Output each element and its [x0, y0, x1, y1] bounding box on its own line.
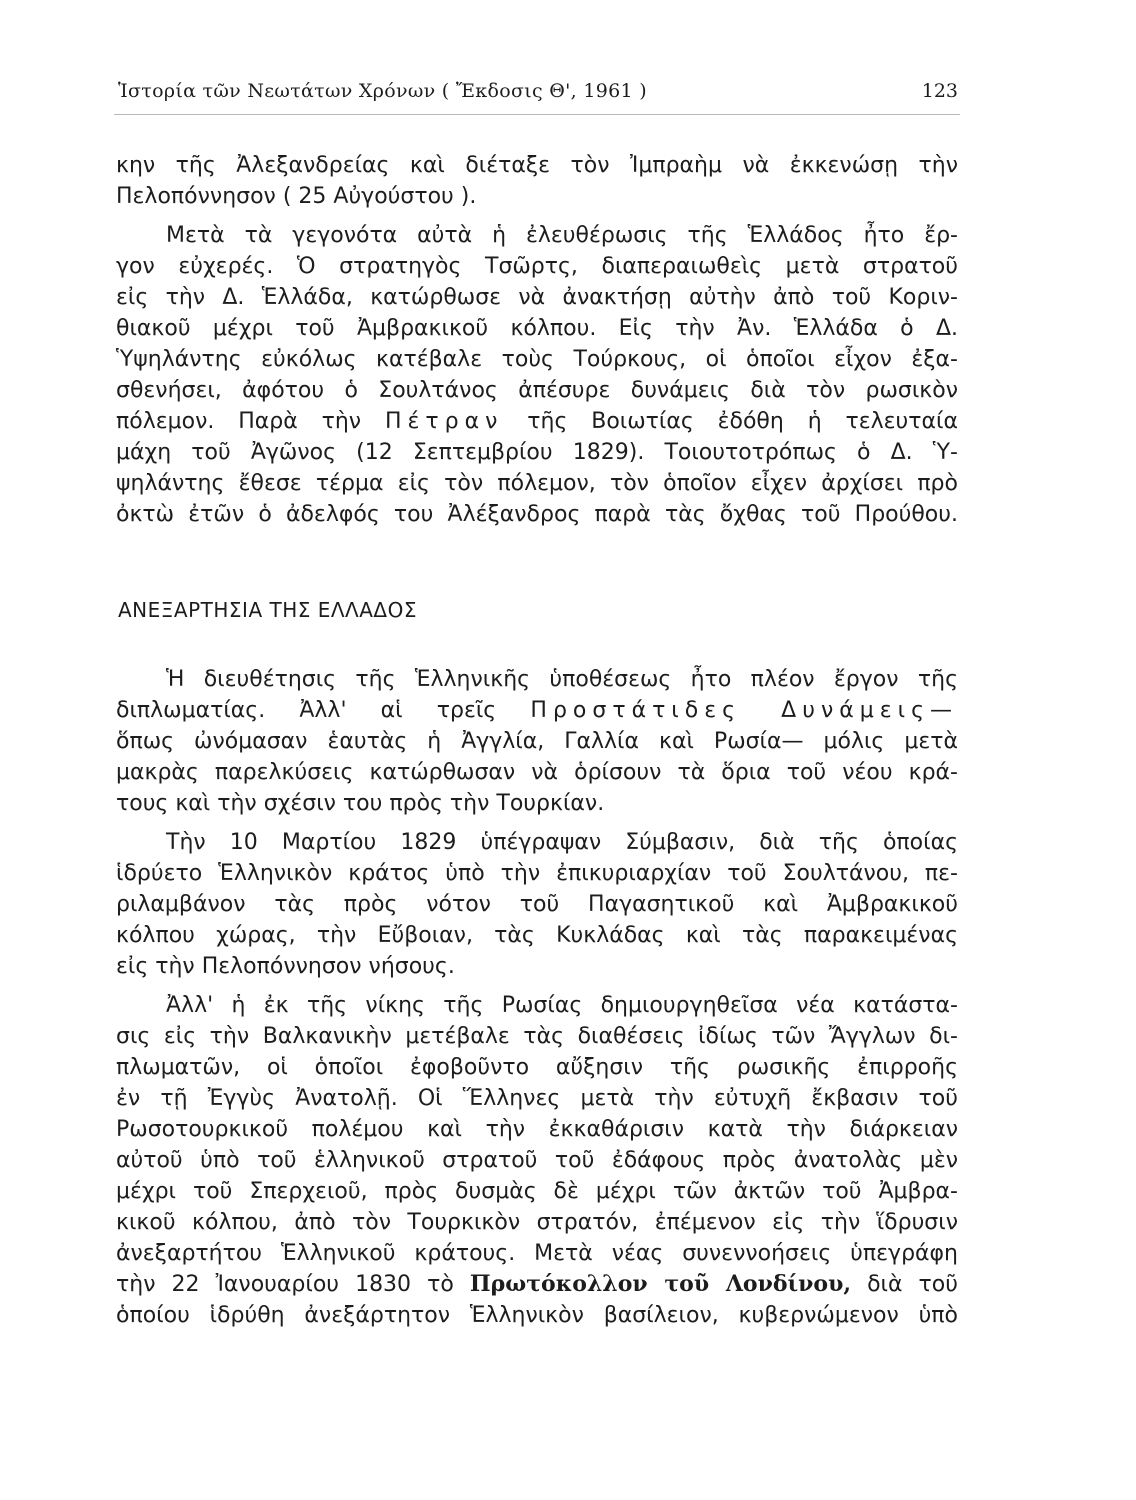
text-line: ὅπως ὠνόμασαν ἑαυτὰς ἡ Ἀγγλία, Γαλλία καὶ Ρωσία— μόλις μετὰ: [116, 729, 958, 754]
text-run: διὰ τοῦ: [867, 1272, 958, 1297]
page-number: 123: [921, 80, 958, 102]
text-line: ἐν τῇ Ἐγγὺς Ἀνατολῇ. Οἱ Ἕλληνες μετὰ τὴν εὐτυχῆ ἔκβασιν τοῦ: [116, 1086, 958, 1111]
text-line: ὀκτὼ ἐτῶν ὁ ἀδελφός του Ἀλέξανδρος παρὰ τὰς ὄχθας τοῦ Προύθου.: [116, 502, 958, 527]
text-line: ἱδρύετο Ἑλληνικὸν κράτος ὑπὸ τὴν ἐπικυριαρχίαν τοῦ Σουλτάνου, πε-: [116, 861, 958, 886]
text-line: ἀνεξαρτήτου Ἑλληνικοῦ κράτους. Μετὰ νέας συνεννοήσεις ὑπεγράφη: [116, 1241, 958, 1266]
text-line: [116, 1269, 958, 1300]
text-run: τὴν 22 Ἰανουαρίου 1830 τὸ: [116, 1272, 454, 1297]
text-run: διπλωματίας. Ἀλλ' αἱ τρεῖς: [116, 698, 497, 723]
text-line: [116, 406, 958, 437]
spaced-emphasis: Προστάτιδες Δυνάμεις—: [530, 698, 958, 723]
section-1-text: [116, 150, 958, 530]
bold-term: Πρωτόκολλον τοῦ Λονδίνου,: [469, 1271, 852, 1297]
text-line: Ἀλλ' ἡ ἐκ τῆς νίκης τῆς Ρωσίας δημιουργηθεῖσα νέα κατάστα-: [166, 993, 958, 1018]
text-line: πλωματῶν, οἱ ὁποῖοι ἐφοβοῦντο αὔξησιν τῆς ρωσικῆς ἐπιρροῆς: [116, 1055, 958, 1080]
text-line: θιακοῦ μέχρι τοῦ Ἀμβρακικοῦ κόλπου. Εἰς τὴν Ἀν. Ἑλλάδα ὁ Δ.: [116, 316, 958, 341]
text-line: Μετὰ τὰ γεγονότα αὐτὰ ἡ ἐλευθέρωσις τῆς Ἑλλάδος ἦτο ἔρ-: [166, 223, 958, 248]
text-line: σθενήσει, ἀφότου ὁ Σουλτάνος ἀπέσυρε δυνάμεις διὰ τὸν ρωσικὸν: [116, 378, 958, 403]
text-line: κην τῆς Ἀλεξανδρείας καὶ διέταξε τὸν Ἰμπραὴμ νὰ ἐκκενώσῃ τὴν: [116, 153, 958, 178]
text-line: κόλπου χώρας, τὴν Εὔβοιαν, τὰς Κυκλάδας καὶ τὰς παρακειμένας: [116, 923, 958, 948]
text-line: κικοῦ κόλπου, ἀπὸ τὸν Τουρκικὸν στρατόν, ἐπέμενον εἰς τὴν ἵδρυσιν: [116, 1210, 958, 1235]
text-line: μέχρι τοῦ Σπερχειοῦ, πρὸς δυσμὰς δὲ μέχρι τῶν ἀκτῶν τοῦ Ἀμβρα-: [116, 1179, 958, 1204]
text-line: αὐτοῦ ὑπὸ τοῦ ἑλληνικοῦ στρατοῦ τοῦ ἐδάφους πρὸς ἀνατολὰς μὲν: [116, 1148, 958, 1173]
text-line: μάχη τοῦ Ἀγῶνος (12 Σεπτεμβρίου 1829). Τοιουτοτρόπως ὁ Δ. Ὑ-: [116, 440, 958, 465]
text-line: Πελοπόννησον ( 25 Αὐγούστου ).: [116, 184, 477, 209]
text-line: Ἡ διευθέτησις τῆς Ἑλληνικῆς ὑποθέσεως ἦτο πλέον ἔργον τῆς: [166, 667, 958, 692]
text-run: πόλεμον. Παρὰ τὴν: [116, 409, 362, 434]
running-title: Ἱστορία τῶν Νεωτάτων Χρόνων ( Ἔκδοσις Θ', 1961 ): [118, 80, 647, 102]
text-line: σις εἰς τὴν Βαλκανικὴν μετέβαλε τὰς διαθέσεις ἰδίως τῶν Ἄγγλων δι-: [116, 1024, 958, 1049]
header-rule: [114, 114, 960, 115]
section-heading: ΑΝΕΞΑΡΤΗΣΙΑ ΤΗΣ ΕΛΛΑΔΟΣ: [118, 598, 417, 622]
text-run: τῆς Βοιωτίας ἐδόθη ἡ τελευταία: [527, 409, 958, 434]
text-line: εἰς τὴν Πελοπόννησον νήσους.: [116, 954, 455, 979]
text-line: Ὑψηλάντης εὐκόλως κατέβαλε τοὺς Τούρκους, οἱ ὁποῖοι εἶχον ἐξα-: [116, 347, 958, 372]
text-line: [116, 695, 958, 726]
text-line: ριλαμβάνον τὰς πρὸς νότον τοῦ Παγασητικοῦ καὶ Ἀμβρακικοῦ: [116, 892, 958, 917]
text-line: μακρὰς παρελκύσεις κατώρθωσαν νὰ ὁρίσουν τὰ ὅρια τοῦ νέου κρά-: [116, 760, 958, 785]
text-line: Ρωσοτουρκικοῦ πολέμου καὶ τὴν ἐκκαθάρισιν κατὰ τὴν διάρκειαν: [116, 1117, 958, 1142]
text-line: γον εὐχερές. Ὁ στρατηγὸς Τσῶρτς, διαπεραιωθεὶς μετὰ στρατοῦ: [116, 254, 958, 279]
text-line: εἰς τὴν Δ. Ἑλλάδα, κατώρθωσε νὰ ἀνακτήσῃ αὐτὴν ἀπὸ τοῦ Κοριν-: [116, 285, 958, 310]
spaced-emphasis: Πέτραν: [384, 409, 504, 434]
text-line: ὁποίου ἱδρύθη ἀνεξάρτητον Ἑλληνικὸν βασίλειον, κυβερνώμενον ὑπὸ: [116, 1303, 958, 1328]
text-line: ψηλάντης ἔθεσε τέρμα εἰς τὸν πόλεμον, τὸν ὁποῖον εἶχεν ἀρχίσει πρὸ: [116, 471, 958, 496]
section-2-text: [116, 664, 958, 1331]
text-line: τους καὶ τὴν σχέσιν του πρὸς τὴν Τουρκίαν.: [116, 791, 605, 816]
text-line: Τὴν 10 Μαρτίου 1829 ὑπέγραψαν Σύμβασιν, διὰ τῆς ὁποίας: [166, 830, 958, 855]
